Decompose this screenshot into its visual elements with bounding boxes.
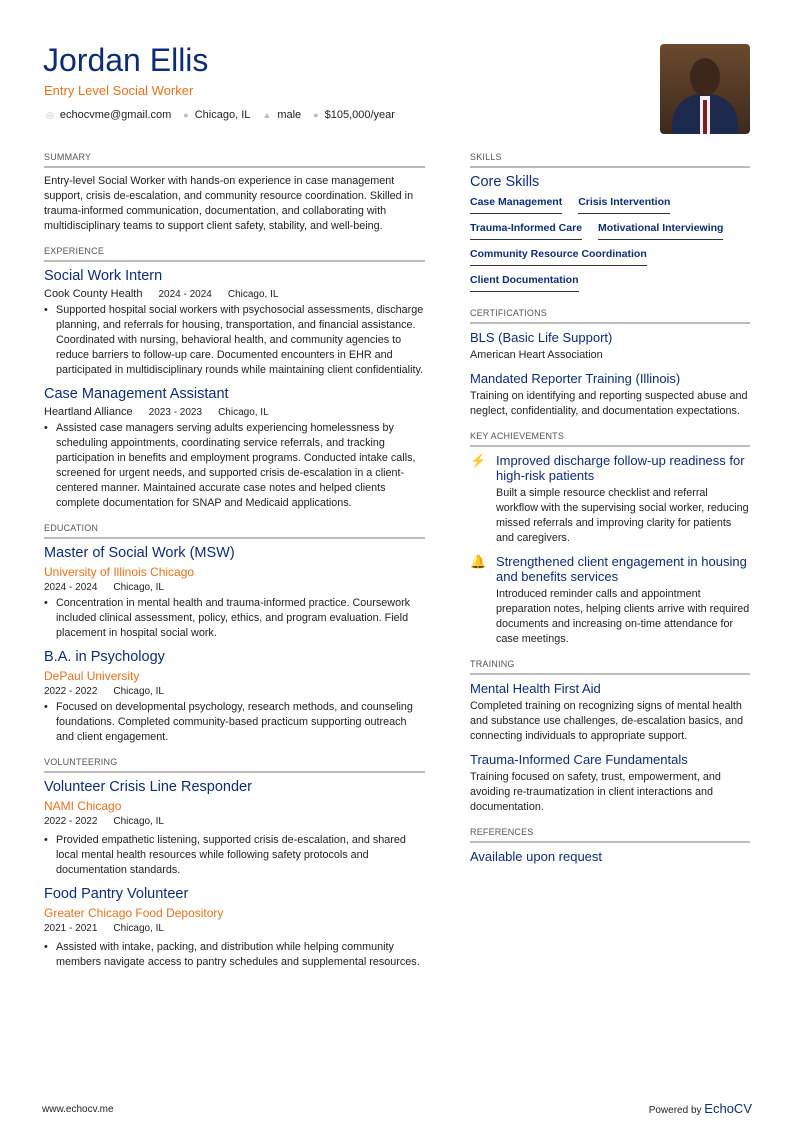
section-heading: EDUCATION <box>44 523 425 539</box>
contact-gender <box>262 109 301 121</box>
organization: NAMI Chicago <box>44 799 122 813</box>
location: Chicago, IL <box>113 582 164 593</box>
bullet: • Supported hospital social workers with psychosocial assessments, discharge planning, and referrals for housing, transportation, and financial assistance. Coordinated with nursing, behavioral health, and community agencies to reduce barriers to follow-up care. Documented encounters in EHR and participated in multidisciplinary rounds while maintaining client confidentiality. <box>44 303 425 378</box>
location: Chicago, IL <box>113 923 164 934</box>
section-heading: SKILLS <box>470 152 750 168</box>
school: DePaul University <box>44 669 140 683</box>
training-text: Completed training on recognizing signs of mental health and substance use challenges, de-escalation basics, and connecting individuals to appropriate support. <box>470 700 744 742</box>
dates: 2024 - 2024 <box>44 582 98 593</box>
references-section <box>470 827 750 864</box>
location-pin-icon: ● <box>183 110 189 120</box>
contact-salary <box>313 109 395 121</box>
references-text: Available upon request <box>470 849 603 864</box>
summary-text: Entry-level Social Worker with hands-on experience in case management support, crisis de-escalation, and community resource coordination. Skilled in trauma-informed communication, documentation, and collaborating with multidisciplinary teams to support client safety, stability, and well-being. <box>44 175 414 232</box>
item-title: Food Pantry Volunteer <box>44 886 189 902</box>
volunteering-section <box>44 757 425 970</box>
contact-row <box>46 109 395 121</box>
location: Chicago, IL <box>227 289 279 300</box>
section-heading: TRAINING <box>470 659 750 675</box>
certifications-section <box>470 308 750 419</box>
training-section <box>470 659 750 815</box>
training-title: Mental Health First Aid <box>470 681 601 696</box>
location: Chicago, IL <box>218 407 269 418</box>
summary-section <box>44 152 425 234</box>
email-text: echocvme@gmail.com <box>59 109 172 121</box>
contact-email <box>46 109 171 121</box>
section-heading: REFERENCES <box>470 827 750 843</box>
cert-title: Mandated Reporter Training (Illinois) <box>470 371 681 386</box>
item-title: Social Work Intern <box>44 268 163 284</box>
lightning-icon: ⚡ <box>470 453 487 468</box>
skill-tag: Case Management <box>470 192 562 214</box>
coin-icon: ● <box>313 110 319 120</box>
skill-tag: Trauma-Informed Care <box>470 218 582 240</box>
experience-item <box>44 268 425 378</box>
brand-logo: EchoCV <box>704 1101 752 1116</box>
achievement-item <box>470 554 750 647</box>
skill-tag: Community Resource Coordination <box>470 244 647 266</box>
volunteer-item <box>44 886 425 970</box>
skills-section <box>470 152 750 296</box>
dates: 2023 - 2023 <box>148 407 203 418</box>
job-title: Entry Level Social Worker <box>44 83 194 98</box>
skill-tag: Motivational Interviewing <box>598 218 723 240</box>
degree: B.A. in Psychology <box>44 649 165 665</box>
candidate-name: Jordan Ellis <box>43 42 209 78</box>
section-heading: EXPERIENCE <box>44 246 425 262</box>
at-icon: ◎ <box>46 109 54 120</box>
powered-by-text: Powered by <box>648 1105 702 1116</box>
education-section <box>44 523 425 745</box>
dates: 2022 - 2022 <box>44 816 98 827</box>
location-text: Chicago, IL <box>194 109 251 121</box>
location: Chicago, IL <box>113 816 164 827</box>
cert-title: BLS (Basic Life Support) <box>470 330 613 345</box>
bullet: • Focused on developmental psychology, research methods, and counseling foundations. Completed community-based practicum supporting outreach and client engagement. <box>44 700 425 745</box>
cert-description: Training on identifying and reporting suspected abuse and neglect, confidentiality, and documentation expectations. <box>470 390 748 417</box>
experience-section <box>44 246 425 511</box>
bullet: • Assisted with intake, packing, and distribution while helping community members navigate access to pantry schedules and supplemental resources. <box>44 940 425 970</box>
organization: Greater Chicago Food Depository <box>44 906 224 920</box>
bullet: • Assisted case managers serving adults experiencing homelessness by scheduling appointments, coordinating service referrals, and tracking participation in benefits and employment programs. Conducted intake calls, screened for urgent needs, and supported crisis de-escalation in a client-centered manner. Maintained accurate case notes and helped clients complete documentation for SNAP and Medicaid applications. <box>44 421 425 511</box>
company: Heartland Alliance <box>44 406 133 418</box>
skill-tag: Crisis Intervention <box>578 192 670 214</box>
company: Cook County Health <box>44 288 143 300</box>
footer-powered-by <box>649 1101 752 1116</box>
achievement-text: Introduced reminder calls and appointment preparation notes, helping clients arrive with required documents and increasing on-time attendance for case meetings. <box>496 588 750 645</box>
skill-tag: Client Documentation <box>470 270 579 292</box>
education-item <box>44 649 425 745</box>
bullet: • Provided empathetic listening, supported crisis de-escalation, and shared local mental health resources while following safety protocols and documentation standards. <box>44 833 425 878</box>
dates: 2024 - 2024 <box>158 289 212 300</box>
achievement-text: Built a simple resource checklist and referral workflow with the supervising social worker, reducing missed referrals and improving clarity for patients and caregivers. <box>496 487 749 544</box>
bell-icon: 🔔 <box>470 554 487 569</box>
location: Chicago, IL <box>113 686 164 697</box>
item-title: Volunteer Crisis Line Responder <box>44 779 252 795</box>
profile-photo <box>660 44 750 134</box>
cert-issuer: American Heart Association <box>470 349 603 361</box>
dates: 2022 - 2022 <box>44 686 98 697</box>
volunteer-item <box>44 779 425 878</box>
section-heading: SUMMARY <box>44 152 425 168</box>
footer-site-link[interactable]: www.echocv.me <box>42 1104 114 1115</box>
section-heading: CERTIFICATIONS <box>470 308 750 324</box>
bullet: • Concentration in mental health and trauma-informed practice. Coursework included clinical assessment, policy, ethics, and program evaluation. Field placement in hospital social work. <box>44 596 425 641</box>
section-heading: KEY ACHIEVEMENTS <box>470 431 750 447</box>
dates: 2021 - 2021 <box>44 923 98 934</box>
training-text: Training focused on safety, trust, empowerment, and avoiding re-traumatization in client interactions and documentation. <box>470 771 721 813</box>
skill-group-title: Core Skills <box>470 174 540 190</box>
achievement-title: Strengthened client engagement in housing and benefits services <box>496 554 747 584</box>
gender-text: male <box>277 109 302 121</box>
achievement-title: Improved discharge follow-up readiness for high-risk patients <box>496 453 745 483</box>
education-item <box>44 545 425 641</box>
achievement-item <box>470 453 750 546</box>
experience-item <box>44 386 425 511</box>
item-title: Case Management Assistant <box>44 386 229 402</box>
salary-text: $105,000/year <box>324 109 395 121</box>
school: University of Illinois Chicago <box>44 565 195 579</box>
section-heading: VOLUNTEERING <box>44 757 425 773</box>
training-title: Trauma-Informed Care Fundamentals <box>470 752 688 767</box>
person-icon: ▲ <box>262 110 272 120</box>
contact-location <box>183 109 250 121</box>
degree: Master of Social Work (MSW) <box>44 545 235 561</box>
achievements-section <box>470 431 750 647</box>
